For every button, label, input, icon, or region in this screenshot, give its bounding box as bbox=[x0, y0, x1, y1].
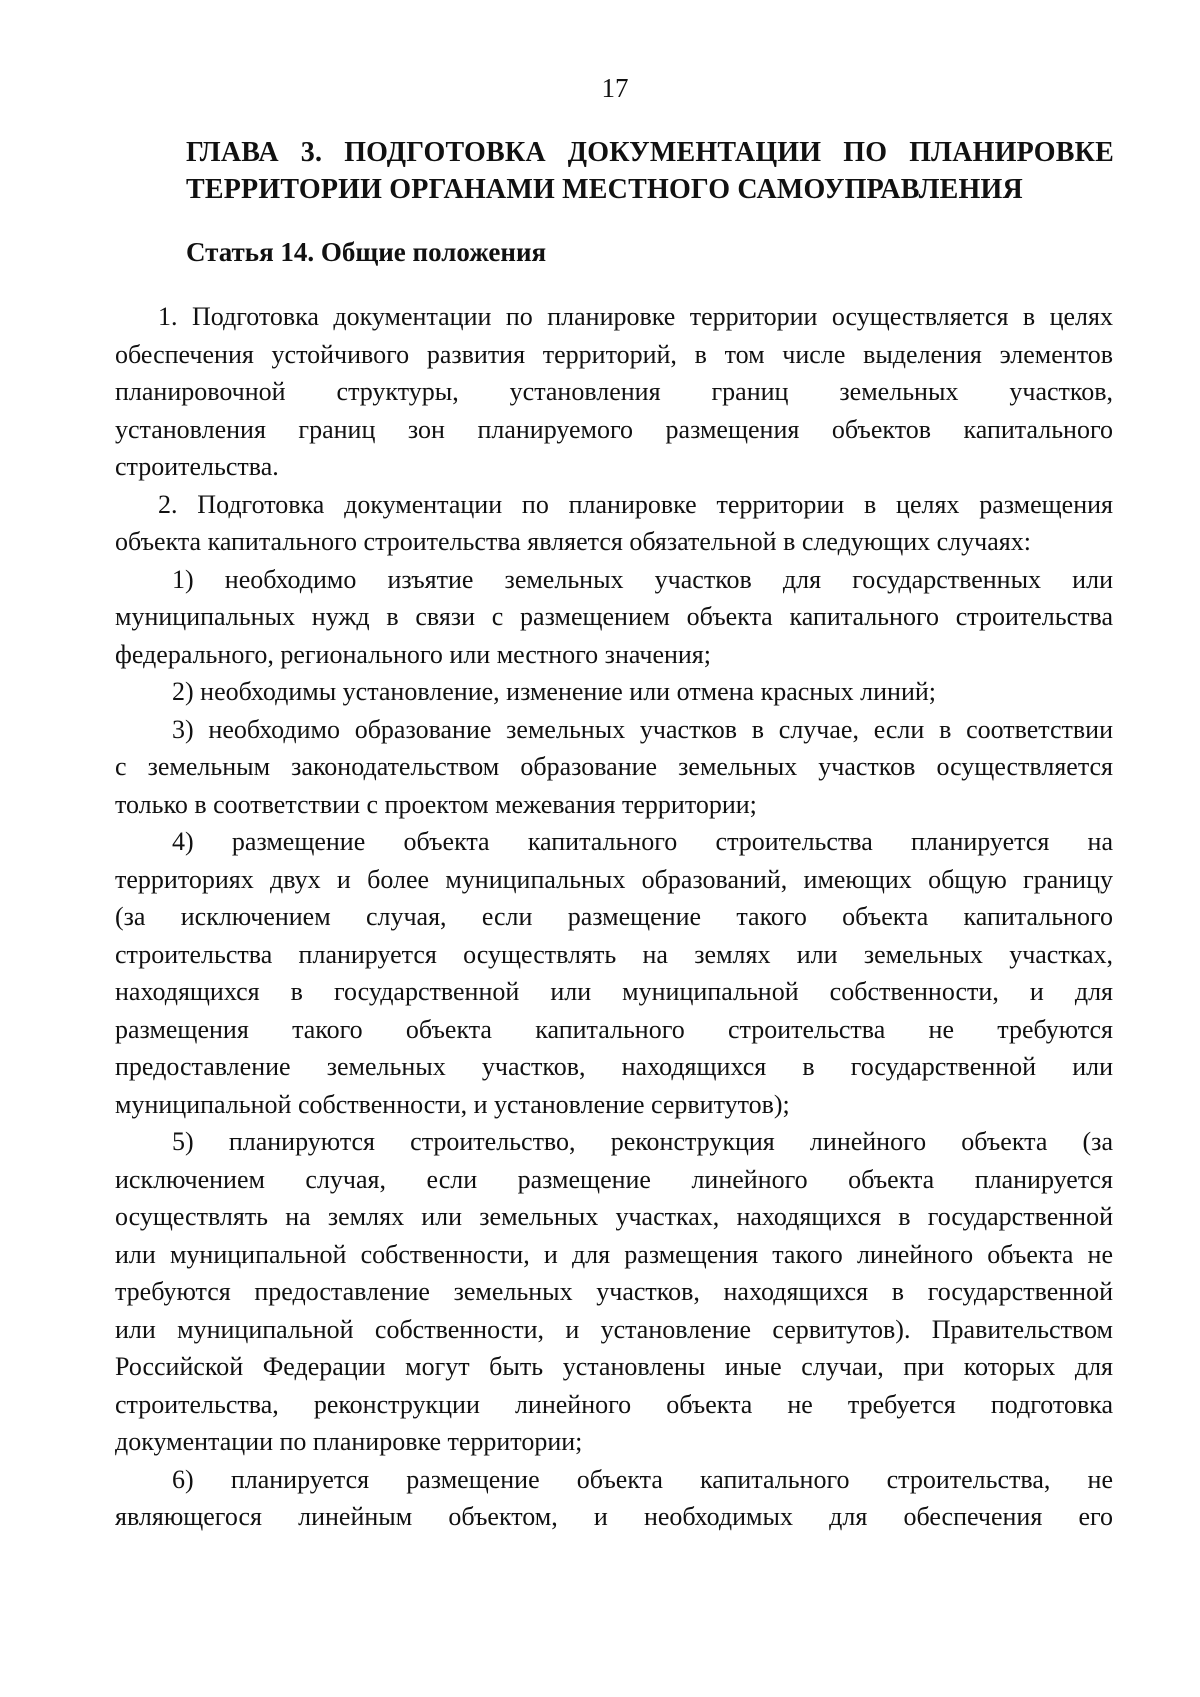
paragraph-line: муниципальных нужд в связи с размещением объекта капитального строительства bbox=[115, 602, 1113, 631]
paragraph-line: являющегося линейным объектом, и необходимых для обеспечения его bbox=[115, 1502, 1113, 1531]
paragraph-line: находящихся в государственной или муниципальной собственности, и для bbox=[115, 977, 1113, 1006]
paragraph-line: строительства планируется осуществлять на землях или земельных участках, bbox=[115, 939, 1113, 969]
paragraph-line: объекта капитального строительства является обязательной в следующих случаях: bbox=[115, 527, 1031, 556]
paragraph-line: осуществлять на землях или земельных участках, находящихся в государственной bbox=[115, 1202, 1113, 1231]
paragraph bbox=[115, 711, 1113, 824]
chapter-title-line: ГЛАВА 3. ПОДГОТОВКА ДОКУМЕНТАЦИИ ПО ПЛАНИРОВКЕ bbox=[186, 137, 1114, 168]
paragraph bbox=[115, 1461, 1113, 1536]
chapter-title-line: ТЕРРИТОРИИ ОРГАНАМИ МЕСТНОГО САМОУПРАВЛЕНИЯ bbox=[186, 174, 1023, 205]
paragraph-line: или муниципальной собственности, и для размещения такого линейного объекта не bbox=[115, 1239, 1113, 1269]
paragraph bbox=[115, 298, 1113, 486]
paragraph bbox=[115, 561, 1113, 674]
paragraph-line: размещения такого объекта капитального строительства не требуются bbox=[115, 1014, 1113, 1044]
paragraph-line: 2. Подготовка документации по планировке территории в целях размещения bbox=[158, 489, 1113, 519]
paragraph-line: требуются предоставление земельных участков, находящихся в государственной bbox=[115, 1277, 1113, 1306]
paragraph-line: (за исключением случая, если размещение такого объекта капитального bbox=[115, 902, 1113, 931]
paragraph-line: исключением случая, если размещение линейного объекта планируется bbox=[115, 1164, 1113, 1194]
page-number: 17 bbox=[601, 73, 629, 103]
paragraph-line: 4) размещение объекта капитального строительства планируется на bbox=[172, 827, 1113, 856]
paragraph-line: с земельным законодательством образование земельных участков осуществляется bbox=[115, 752, 1113, 781]
paragraph-line: или муниципальной собственности, и установление сервитутов). Правительством bbox=[115, 1314, 1113, 1344]
paragraph-line: только в соответствии с проектом межевания территории; bbox=[115, 789, 757, 819]
paragraph-line: 3) необходимо образование земельных участков в случае, если в соответствии bbox=[172, 714, 1113, 744]
article-title: Статья 14. Общие положения bbox=[186, 237, 547, 267]
paragraph-line: 1. Подготовка документации по планировке территории осуществляется в целях bbox=[158, 302, 1113, 331]
paragraph-line: строительства, реконструкции линейного объекта не требуется подготовка bbox=[115, 1389, 1113, 1419]
paragraph-line: 5) планируются строительство, реконструкция линейного объекта (за bbox=[172, 1127, 1113, 1156]
paragraph-line: федерального, регионального или местного значения; bbox=[115, 639, 711, 669]
paragraph-line: установления границ зон планируемого размещения объектов капитального bbox=[115, 414, 1113, 444]
paragraph-line: муниципальной собственности, и установление сервитутов); bbox=[115, 1089, 790, 1119]
paragraph-line: обеспечения устойчивого развития территорий, в том числе выделения элементов bbox=[115, 339, 1113, 369]
paragraph bbox=[115, 823, 1113, 1123]
paragraph-line: строительства. bbox=[115, 452, 279, 481]
article-body bbox=[115, 298, 1113, 1536]
paragraph-line: 1) необходимо изъятие земельных участков для государственных или bbox=[172, 564, 1113, 594]
paragraph-line: предоставление земельных участков, находящихся в государственной или bbox=[115, 1052, 1113, 1081]
paragraph bbox=[115, 486, 1113, 561]
paragraph bbox=[115, 1123, 1113, 1461]
chapter-title bbox=[186, 134, 1114, 208]
paragraph-line: территориях двух и более муниципальных образований, имеющих общую границу bbox=[115, 864, 1113, 894]
paragraph-line: документации по планировке территории; bbox=[115, 1427, 583, 1456]
paragraph-line: планировочной структуры, установления границ земельных участков, bbox=[115, 377, 1113, 406]
paragraph-line: 6) планируется размещение объекта капитального строительства, не bbox=[172, 1464, 1113, 1494]
paragraph-line: 2) необходимы установление, изменение или отмена красных линий; bbox=[172, 677, 937, 706]
paragraph bbox=[115, 673, 1113, 711]
paragraph-line: Российской Федерации могут быть установлены иные случаи, при которых для bbox=[115, 1352, 1113, 1381]
